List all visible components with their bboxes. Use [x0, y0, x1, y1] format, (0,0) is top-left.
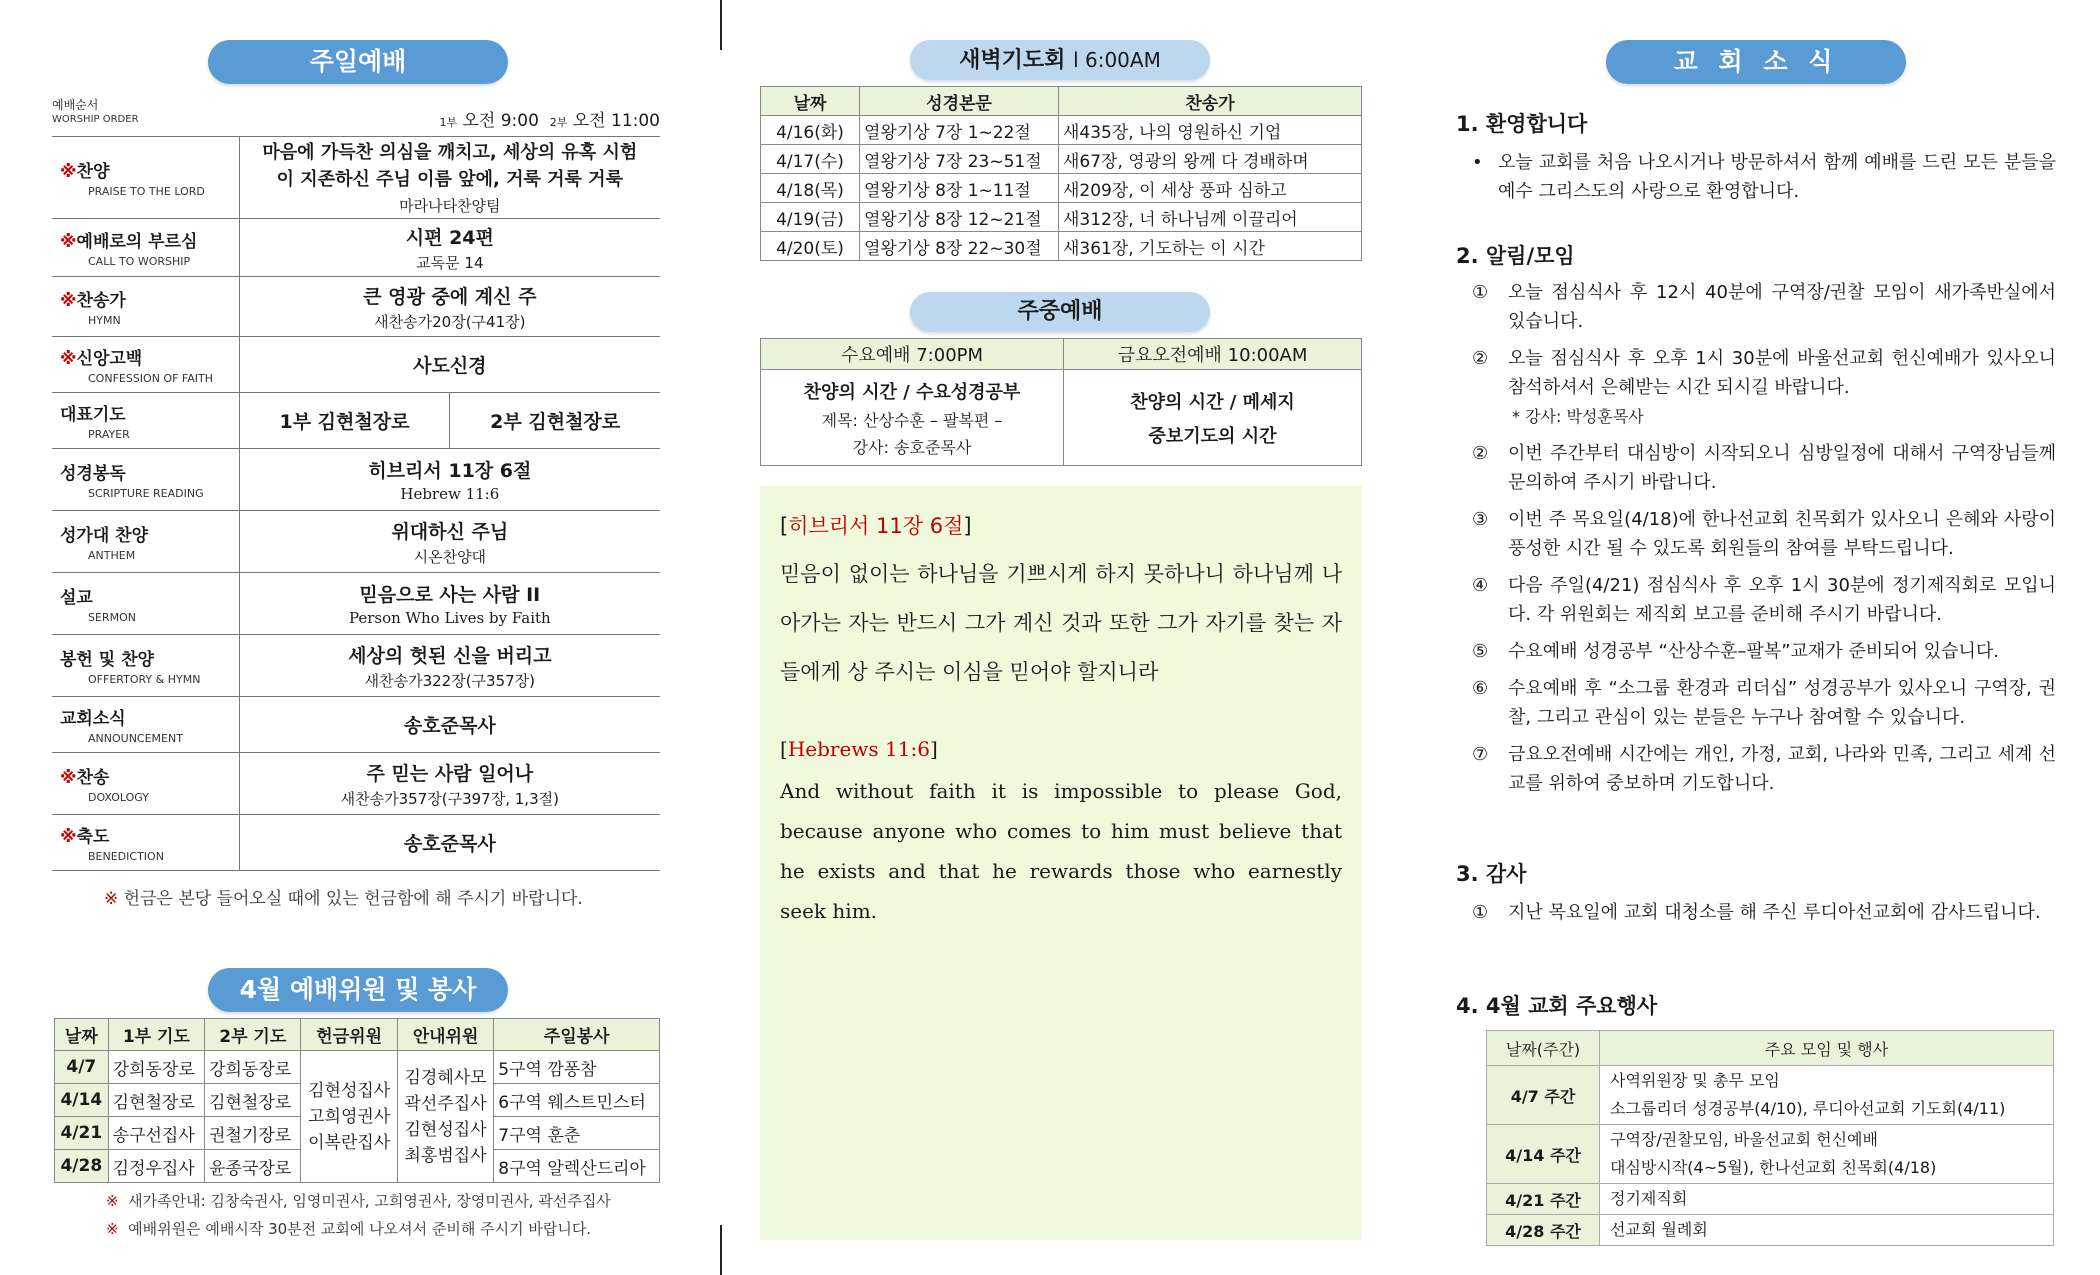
order-row: 교회소식 ANNOUNCEMENT 송호준목사: [52, 697, 660, 753]
scripture-box: [760, 486, 1362, 1240]
order-row: ※신앙고백 CONFESSION OF FAITH 사도신경: [52, 337, 660, 393]
table-row: 4/20(토) 열왕기상 8장 22~30절 새361장, 기도하는 이 시간: [761, 232, 1362, 261]
wednesday-service: 찬양의 시간 / 수요성경공부 제목: 산상수훈 – 팔복편 – 강사: 송호준목사: [761, 370, 1064, 466]
ushers-cell: 김경혜사모 곽선주집사 김현성집사 최홍범집사: [397, 1051, 493, 1183]
table-row: 4/14 김현철장로 김현철장로 6구역 웨스트민스터: [55, 1084, 660, 1117]
offering-note: ※ 헌금은 본당 들어오실 때에 있는 헌금함에 해 주시기 바랍니다.: [104, 889, 583, 909]
order-row: ※찬송 DOXOLOGY 주 믿는 사람 일어나 새찬송가357장(구397장, 1,3절): [52, 753, 660, 815]
friday-service: 찬양의 시간 / 메세지 중보기도의 시간: [1064, 370, 1362, 466]
midweek-worship-title: 주중예배: [910, 292, 1210, 332]
page-divider: [720, 0, 722, 50]
table-row: 4/17(수) 열왕기상 7장 23~51절 새67장, 영광의 왕께 다 경배하며: [761, 145, 1362, 174]
english-reference: [Hebrews 11:6]: [780, 737, 938, 761]
table-row: 4/28 김정우집사 윤종국장로 8구역 알렉산드리아: [55, 1150, 660, 1183]
news-april-events-heading: 4. 4월 교회 주요행사: [1456, 994, 1658, 1018]
church-news-title: 교 회 소 식: [1606, 40, 1906, 84]
table-row: 4/16(화) 열왕기상 7장 1~22절 새435장, 나의 영원하신 기업: [761, 116, 1362, 145]
list-item: ① 오늘 점심식사 후 12시 40분에 구역장/권찰 모임이 새가족반실에서 있습니다.: [1472, 282, 2056, 332]
prayer-first-service: 1부 김현철장로: [239, 393, 450, 449]
midweek-worship-table: 수요예배 7:00PM 금요오전예배 10:00AM 찬양의 시간 / 수요성경공부 제목: 산상수훈 – 팔복편 – 강사: 송호준목사 찬양의 시간 / 메세지 중보기도의 시간: [760, 338, 1362, 466]
order-row: ※예배로의 부르심 CALL TO WORSHIP 시편 24편 교독문 14: [52, 219, 660, 277]
news-thanks: 3. 감사 ① 지난 목요일에 교회 대청소를 해 주신 루디아선교회에 감사드립니다.: [1456, 858, 2056, 927]
list-item: ⑦ 금요오전예배 시간에는 개인, 가정, 교회, 나라와 민족, 그리고 세계 선교를 위하여 중보하며 기도합니다.: [1472, 744, 2056, 794]
prayer-second-service: 2부 김현철장로: [450, 393, 660, 449]
sunday-worship-title: 주일예배: [208, 40, 508, 84]
table-row: 4/28 주간 선교회 월례회: [1487, 1215, 2054, 1246]
list-item: ③ 이번 주 목요일(4/18)에 한나선교회 친목회가 있사오니 은혜와 사랑이 풍성한 시간 될 수 있도록 회원들의 참여를 부탁드립니다.: [1472, 509, 2056, 559]
order-row: 대표기도 PRAYER 1부 김현철장로 2부 김현철장로: [52, 393, 660, 449]
arrival-note: ※ 예배위원은 예배시작 30분전 교회에 나오셔서 준비해 주시기 바랍니다.: [106, 1220, 592, 1238]
april-volunteers-title: 4월 예배위원 및 봉사: [208, 968, 508, 1012]
order-row: 봉헌 및 찬양 OFFERTORY & HYMN 세상의 헛된 신을 버리고 새찬송가322장(구357장): [52, 635, 660, 697]
list-item: ⑥ 수요예배 후 “소그룹 환경과 리더십” 성경공부가 있사오니 구역장, 권찰, 그리고 관심이 있는 분들은 누구나 참여할 수 있습니다.: [1472, 678, 2056, 728]
april-events-table: 날짜(주간) 주요 모임 및 행사 4/7 주간 사역위원장 및 총무 모임 소그룹리더 성경공부(4/10), 루디아선교회 기도회(4/11) 4/14 주간 구역장/권찰모임, 바울선교회 헌신예배 대심방시작(4~5월), 한나선교회 친목회(4/18) 4/21 주간 정기제직회 4/28 주간 선교회 월례회: [1486, 1030, 2054, 1246]
table-row: 4/14 주간 구역장/권찰모임, 바울선교회 헌신예배 대심방시작(4~5월), 한나선교회 친목회(4/18): [1487, 1125, 2054, 1184]
service-times: 1부 오전 9:00 2부 오전 11:00: [439, 111, 660, 131]
table-row: 4/7 주간 사역위원장 및 총무 모임 소그룹리더 성경공부(4/10), 루디아선교회 기도회(4/11): [1487, 1066, 2054, 1125]
list-item: * 강사: 박성훈목사: [1512, 407, 1644, 426]
worship-order-label-en: WORSHIP ORDER: [52, 114, 139, 125]
list-item: ② 오늘 점심식사 후 오후 1시 30분에 바울선교회 헌신예배가 있사오니 참석하셔서 은혜받는 시간 되시길 바랍니다.: [1472, 348, 2056, 398]
table-row: 4/19(금) 열왕기상 8장 12~21절 새312장, 너 하나님께 이끌리어: [761, 203, 1362, 232]
worship-order-table: [52, 136, 660, 871]
worship-order-header: [52, 96, 660, 132]
news-welcome: 1. 환영합니다 • 오늘 교회를 처음 나오시거나 방문하셔서 함께 예배를 드린 모든 분들을 예수 그리스도의 사랑으로 환영합니다.: [1456, 112, 2056, 202]
table-row: 4/18(목) 열왕기상 8장 1~11절 새209장, 이 세상 풍파 심하고: [761, 174, 1362, 203]
april-volunteers-table: 날짜 1부 기도 2부 기도 헌금위원 안내위원 주일봉사 4/7 강희동장로 강희동장로 김현성집사 고희영권사 이복란집사 김경혜사모 곽선주집사 김현성집사 최홍범집사 5구역 깜퐁참 4/14 김현철장로 김현철장로 6구역 웨스트민스터 4/21 송구선집사 권철기장로 7구역 훈춘 4/28 김정우집사 윤종국장로 8구역 알렉산드리아: [54, 1018, 660, 1183]
dawn-prayer-table: 날짜 성경본문 찬송가 4/16(화) 열왕기상 7장 1~22절 새435장, 나의 영원하신 기업 4/17(수) 열왕기상 7장 23~51절 새67장, 영광의 왕께 다 경배하며 4/18(목) 열왕기상 8장 1~11절 새209장, 이 세상 풍파 심하고 4/19(금) 열왕기상 8장 12~21절 새312장, 너 하나님께 이끌리어 4/20(토) 열왕기상 8장 22~30절 새361장, 기도하는 이 시간: [760, 86, 1362, 261]
list-item: ① 지난 목요일에 교회 대청소를 해 주신 루디아선교회에 감사드립니다.: [1472, 902, 2041, 923]
order-row: 성경봉독 SCRIPTURE READING 히브리서 11장 6절 Hebrew 11:6: [52, 449, 660, 511]
english-verse: And without faith it is impossible to please God, because anyone who comes to him must believe that he exists and that he rewards those who earnestly seek him.: [780, 779, 1342, 923]
list-item: ⑤ 수요예배 성경공부 “산상수훈–팔복”교재가 준비되어 있습니다.: [1472, 641, 1999, 662]
order-row: ※찬송가 HYMN 큰 영광 중에 계신 주 새찬송가20장(구41장): [52, 277, 660, 337]
korean-verse: 믿음이 없이는 하나님을 기쁘시게 하지 못하나니 하나님께 나아가는 자는 반드시 그가 계신 것과 또한 그가 자기를 찾는 자들에게 상 주시는 이심을 믿어야 할지니라: [780, 562, 1342, 684]
news-announcements: 2. 알림/모임 ① 오늘 점심식사 후 12시 40분에 구역장/권찰 모임이 새가족반실에서 있습니다. ② 오늘 점심식사 후 오후 1시 30분에 바울선교회 헌신예배가 있사오니 참석하셔서 은혜받는 시간 되시길 바랍니다. * 강사: 박성훈목사 ② 이번 주간부터 대심방이 시작되오니 심방일정에 대해서 구역장님들께 문의하여 주시기 바랍니다. ③ 이번 주 목요일(4/18)에 한나선교회 친목회가 있사오니 은혜와 사랑이 풍성한 시간 될 수 있도록 회원들의 참여를 부탁드립니다. ④ 다음 주일(4/21) 점심식사 후 오후 1시 30분에 정기제직회로 모입니다. 각 위원회는 제직회 보고를 준비해 주시기 바랍니다. ⑤ 수요예배 성경공부 “산상수훈–팔복”교재가 준비되어 있습니다. ⑥ 수요예배 후 “소그룹 환경과 리더십” 성경공부가 있사오니 구역장, 권찰, 그리고 관심이 있는 분들은 누구나 참여할 수 있습니다. ⑦ 금요오전예배 시간에는 개인, 가정, 교회, 나라와 민족, 그리고 세계 선교를 위하여 중보하며 기도합니다.: [1456, 240, 2056, 798]
list-item: ④ 다음 주일(4/21) 점심식사 후 오후 1시 30분에 정기제직회로 모입니다. 각 위원회는 제직회 보고를 준비해 주시기 바랍니다.: [1472, 575, 2056, 625]
greeter-note: ※ 새가족안내: 김창숙권사, 임영미권사, 고희영권사, 장영미권사, 곽선주집사: [106, 1192, 611, 1210]
table-row: 4/7 강희동장로 강희동장로 김현성집사 고희영권사 이복란집사 김경혜사모 곽선주집사 김현성집사 최홍범집사 5구역 깜퐁참: [55, 1051, 660, 1084]
order-row: 설교 SERMON 믿음으로 사는 사람 II Person Who Lives by Faith: [52, 573, 660, 635]
dawn-prayer-title: 새벽기도회 l 6:00AM: [910, 40, 1210, 80]
order-row: ※축도 BENEDICTION 송호준목사: [52, 815, 660, 871]
worship-order-label: 예배순서: [52, 98, 99, 112]
list-item: ② 이번 주간부터 대심방이 시작되오니 심방일정에 대해서 구역장님들께 문의하여 주시기 바랍니다.: [1472, 443, 2056, 493]
page-divider: [720, 1225, 722, 1275]
order-row: ※찬양 PRAISE TO THE LORD 마음에 가득찬 의심을 깨치고, 세상의 유혹 시험이 지존하신 주님 이름 앞에, 거룩 거룩 거룩 마라나타찬양팀: [52, 137, 660, 219]
table-row: 4/21 송구선집사 권철기장로 7구역 훈춘: [55, 1117, 660, 1150]
offering-members-cell: 김현성집사 고희영권사 이복란집사: [301, 1051, 397, 1183]
order-row: 성가대 찬양 ANTHEM 위대하신 주님 시온찬양대: [52, 511, 660, 573]
table-row: 4/21 주간 정기제직회: [1487, 1184, 2054, 1215]
korean-reference: [히브리서 11장 6절]: [780, 514, 972, 538]
